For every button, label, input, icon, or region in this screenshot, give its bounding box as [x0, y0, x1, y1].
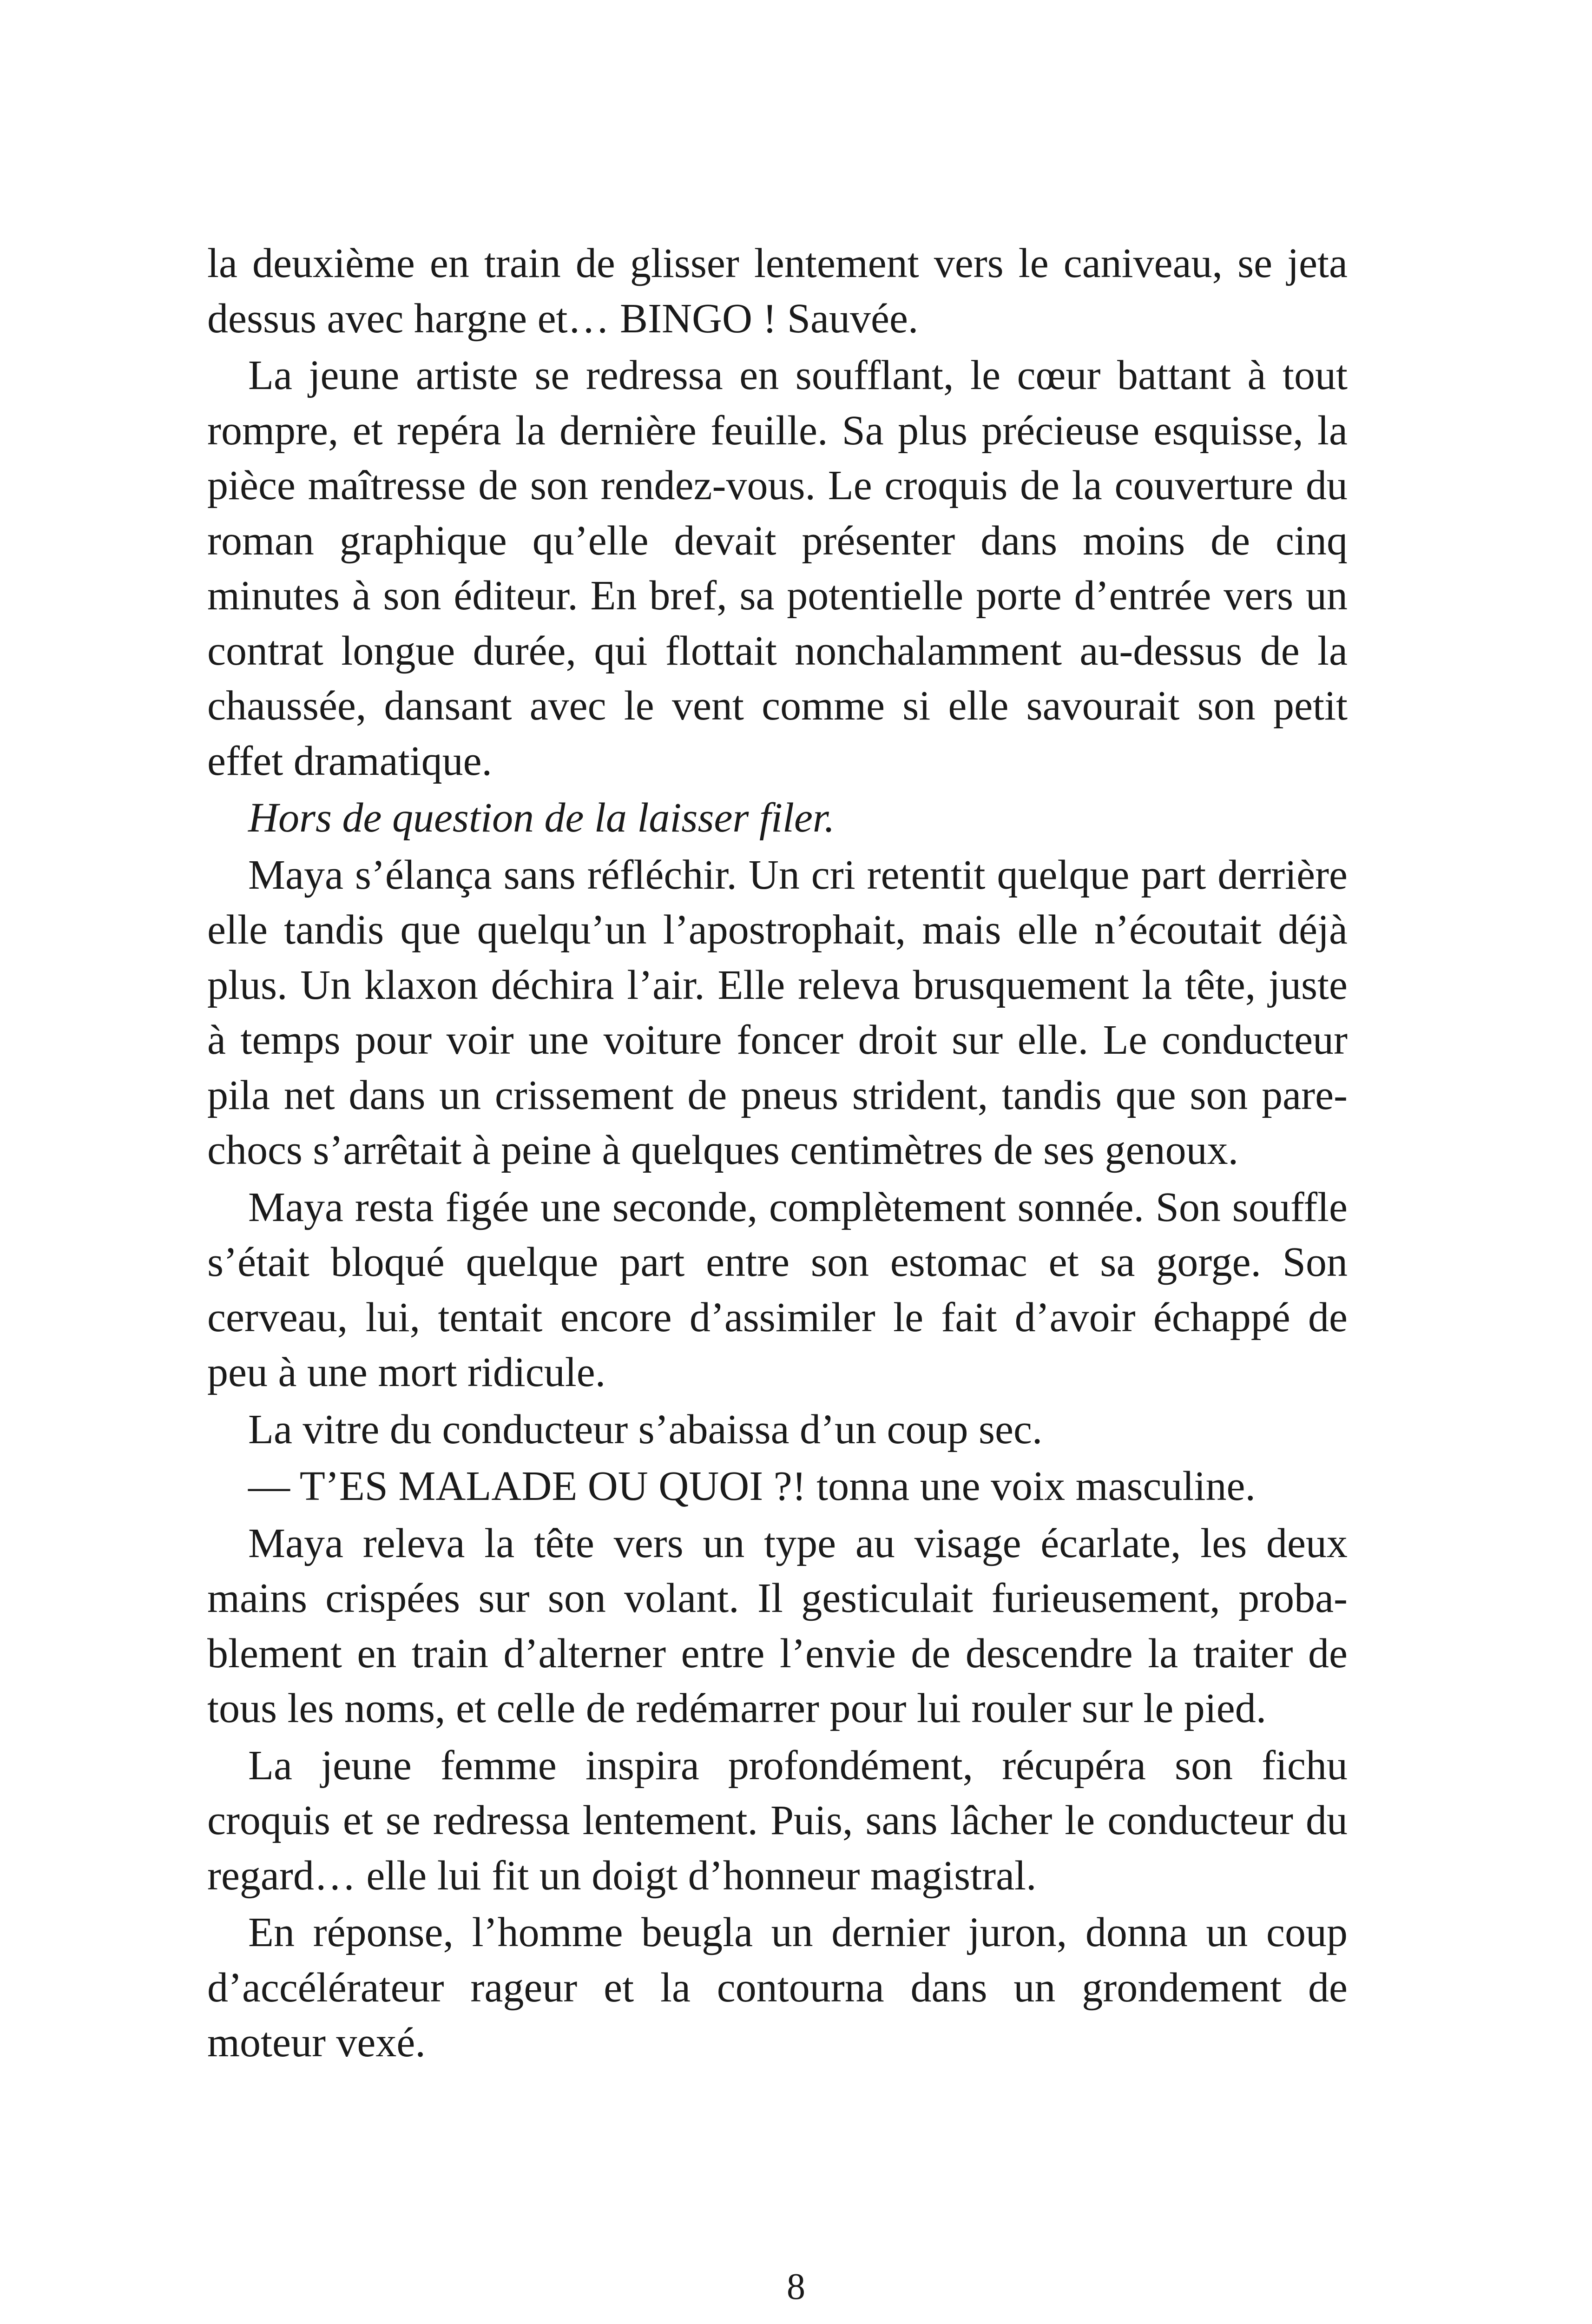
- paragraph: Maya releva la tête vers un type au visage écarlate, les deux mains crispées sur son volant. Il gesticulait furieusement, probablement en train d’alterner entre l’envie de descendre la traiter de tous les noms, et celle de redémarrer pour lui rouler sur le pied.: [207, 1520, 1348, 1731]
- dialogue-line: — T’ES MALADE OU QUOI ?! tonna une voix masculine.: [248, 1463, 1256, 1509]
- paragraph: La jeune artiste se redressa en soufflant, le cœur battant à tout rompre, et repéra la dernière feuille. Sa plus précieuse esquisse, la pièce maîtresse de son rendez-vous. Le croquis de la couverture du roman graphique qu’elle devait présenter dans moins de cinq minutes à son éditeur. En bref, sa potentielle porte d’entrée vers un contrat longue durée, qui flottait nonchalamment au-dessus de la chaussée, dansant avec le vent comme si elle savourait son petit effet dramatique.: [207, 352, 1348, 784]
- body-text: [207, 236, 1348, 2071]
- paragraph: En réponse, l’homme beugla un dernier juron, donna un coup d’accélérateur rageur et la contourna dans un grondement de moteur vexé.: [207, 1909, 1348, 2066]
- paragraph: Maya s’élança sans réfléchir. Un cri retentit quelque part derrière elle tandis que quelqu’un l’apostrophait, mais elle n’écoutait déjà plus. Un klaxon déchira l’air. Elle releva brusquement la tête, juste à temps pour voir une voiture foncer droit sur elle. Le conducteur pila net dans un crissement de pneus strident, tandis que son pare-chocs s’arrêtait à peine à quelques centimètres de ses genoux.: [207, 852, 1348, 1173]
- paragraph: La jeune femme inspira profondément, récupéra son fichu croquis et se redressa lentement. Puis, sans lâcher le conducteur du regard… elle lui fit un doigt d’honneur magistral.: [207, 1742, 1348, 1899]
- page-number: 8: [787, 2266, 805, 2307]
- paragraph-italic: Hors de question de la laisser filer.: [248, 795, 835, 841]
- paragraph: Maya resta figée une seconde, complètement sonnée. Son souffle s’était bloqué quelque part entre son estomac et sa gorge. Son cerveau, lui, tentait encore d’assimiler le fait d’avoir échappé de peu à une mort ridicule.: [207, 1184, 1348, 1395]
- paragraph: la deuxième en train de glisser lentement vers le caniveau, se jeta dessus avec hargne et… BINGO ! Sauvée.: [207, 240, 1348, 342]
- paragraph: La vitre du conducteur s’abaissa d’un coup sec.: [248, 1406, 1043, 1452]
